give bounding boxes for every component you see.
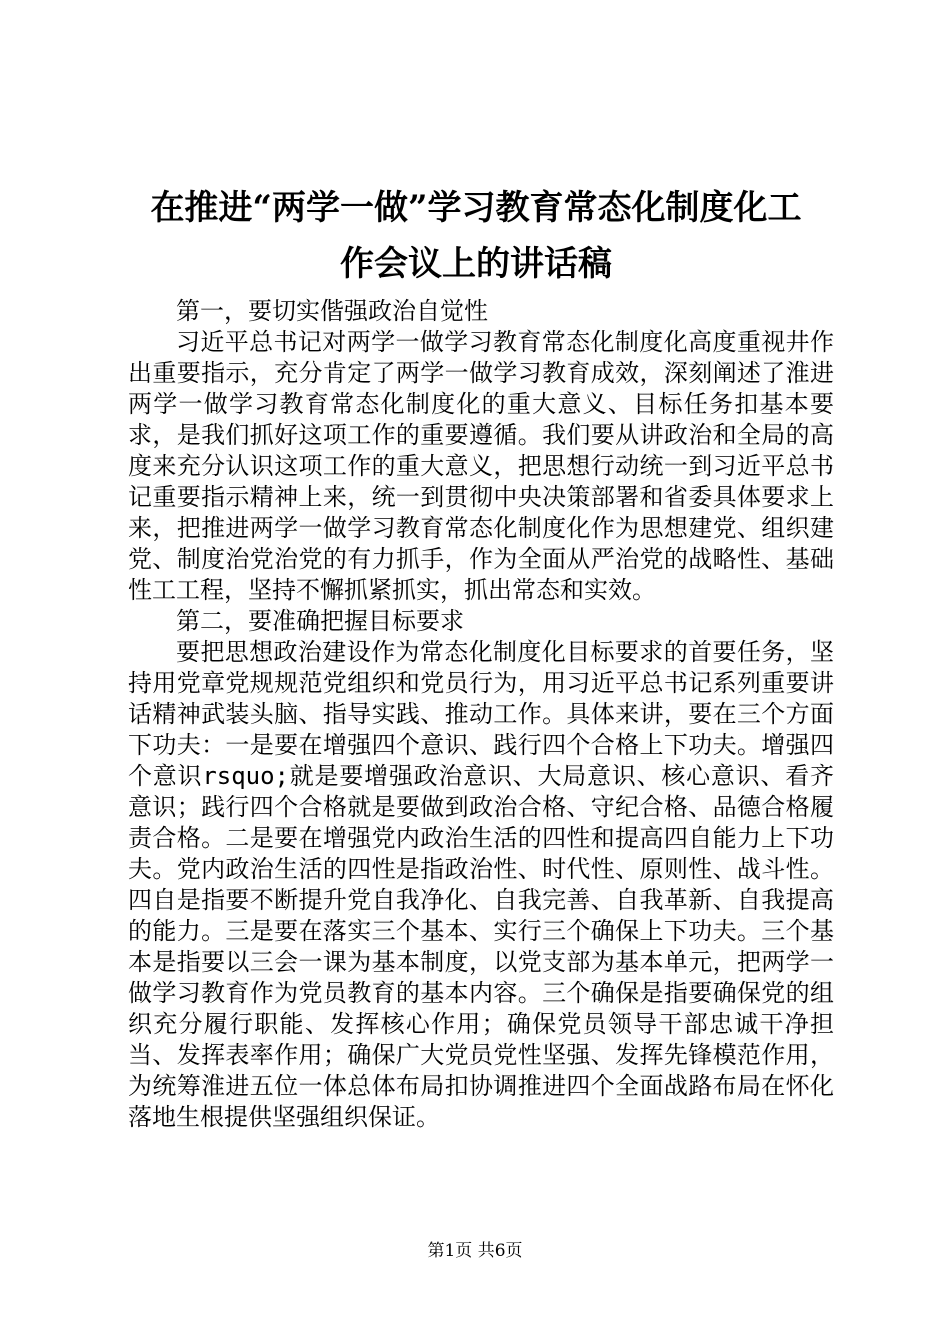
document-title	[128, 180, 824, 292]
body-paragraph-1: 习近平总书记对两学一做学习教育常态化制度化高度重视井作出重要指示，充分肯定了两学一做学习教育成效，深刻阐述了淮进两学一做学习教育常态化制度化的重大意义、目标任务扣基本要求，是我们抓好这项工作的重要遵循。我们要从讲政治和全局的高度来充分认识这项工作的重大意义，把思想行动统一到习近平总书记重要指示精神上来，统一到贯彻中央决策部署和省委具体要求上来，把推进两学一做学习教育常态化制度化作为思想建党、组织建党、制度治党治党的有力抓手，作为全面从严治党的战略性、基础性工工程，坚持不懈抓紧抓实，抓出常态和实效。	[128, 328, 834, 604]
title-line-2: 作会议上的讲话稿	[340, 244, 612, 284]
body-paragraph-2: 要把思想政治建设作为常态化制度化目标要求的首要任务，坚持用党章党规规范党组织和党员行为，用习近平总书记系列重要讲话精神武装头脑、指导实践、推动工作。具体来讲，要在三个方面下功夫：一是要在增强四个意识、践行四个合格上下功夫。增强四个意识rsquo;就是要增强政治意识、大局意识、核心意识、看齐意识；践行四个合格就是要做到政治合格、守纪合格、品德合格履责合格。二是要在增强党内政治生活的四性和提高四自能力上下功夫。党内政治生活的四性是指政治性、时代性、原则性、战斗性。四自是指要不断提升党自我净化、自我完善、自我革新、自我提高的能力。三是要在落实三个基本、实行三个确保上下功夫。三个基本是指要以三会一课为基本制度，以党支部为基本单元，把两学一做学习教育作为党员教育的基本内容。三个确保是指要确保党的组织充分履行职能、发挥核心作用；确保党员领导干部忠诚干净担当、发挥表率作用；确保广大党员党性坚强、发挥先锋模范作用，为统筹淮进五位一体总体布局扣协调推进四个全面战路布局在怀化落地生根提供坚强组织保证。	[128, 638, 834, 1131]
section-heading-1: 第一，要切实偕强政治自觉性	[176, 297, 488, 325]
section-heading-2: 第二，要准确把握目标要求	[176, 607, 464, 635]
page-number-footer: 第1页 共6页	[427, 1241, 523, 1261]
document-body	[128, 296, 834, 1133]
title-line-1: 在推进“两学一做”学习教育常态化制度化工	[150, 188, 802, 228]
